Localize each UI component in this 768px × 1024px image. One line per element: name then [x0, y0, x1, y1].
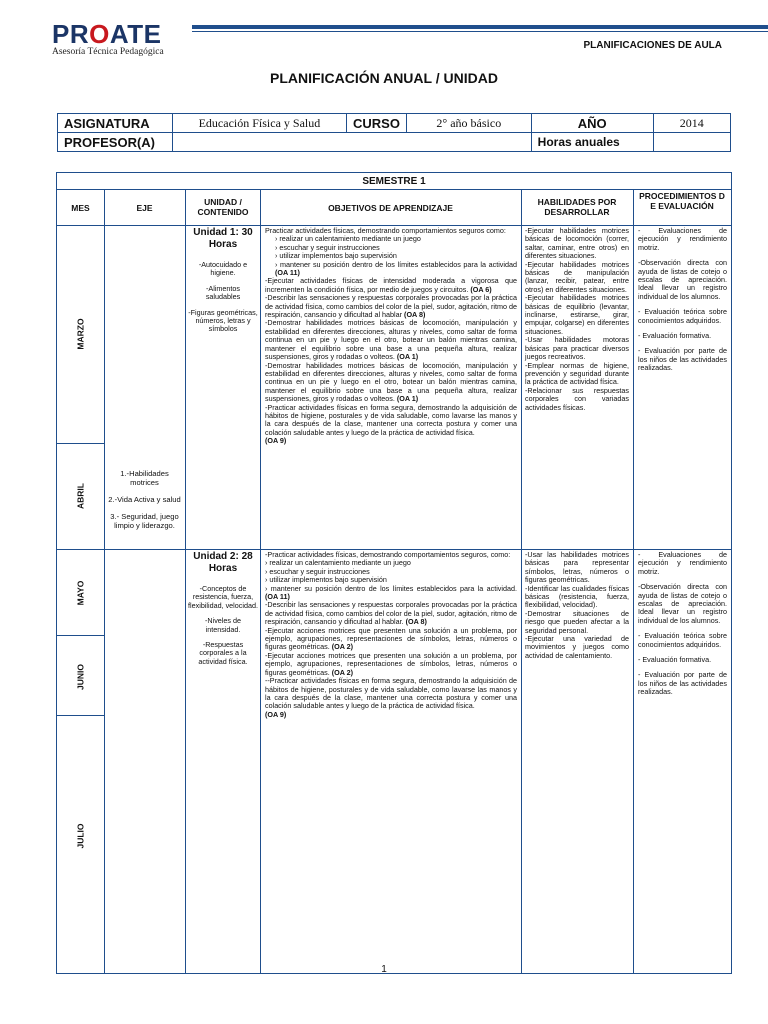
- objective-bullet: › escuchar y seguir instrucciones: [275, 242, 380, 252]
- oa-code: (OA 1): [396, 394, 419, 404]
- profesor-label: PROFESOR(A): [58, 133, 173, 152]
- grid-line: [57, 635, 104, 636]
- proate-logo: [52, 20, 182, 62]
- oa-code: (OA 1): [396, 352, 419, 362]
- unit1-objectives: [265, 227, 517, 446]
- objective-text: -Ejecutar actividades físicas de intensidad moderada a vigorosa que incrementen la condición física, por medio de juegos y circuitos.: [265, 276, 517, 294]
- evaluation-item: - Evaluación formativa.: [638, 655, 712, 665]
- col-header-eje: EJE: [136, 203, 153, 213]
- oa-code: (OA 9): [265, 709, 287, 719]
- unit1-content: [188, 227, 258, 341]
- skill-item: -Usar las habilidades motrices básicas para representar símbolos, letras, números o figuras geométricas.: [525, 550, 629, 585]
- eje-item: 2.-Vida Activa y salud: [108, 495, 181, 504]
- horas-label: Horas anuales: [531, 133, 653, 152]
- objective-text: -Describir las sensaciones y respuestas corporales provocadas por la práctica de actividad física, como cambios del color de la piel, sudor, agitación, ritmo de respiración, cansancio y dificultad al hablar: [265, 293, 517, 320]
- header-right-label: PLANIFICACIONES DE AULA: [583, 40, 722, 51]
- oa-code: (OA 6): [470, 284, 492, 294]
- month-abril: ABRIL: [75, 483, 86, 509]
- unit2-content-item: -Conceptos de resistencia, fuerza, flexibilidad, velocidad.: [188, 584, 258, 610]
- objective-bullet: › escuchar y seguir instrucciones: [265, 566, 370, 576]
- oa-code: (OA 8): [405, 617, 427, 627]
- objective-text: -Ejecutar acciones motrices que presenten una solución a un problema, por ejemplo, agrupaciones, representaciones de símbolos, letras, números o figuras geométricas.: [265, 650, 517, 677]
- page-title: PLANIFICACIÓN ANUAL / UNIDAD: [270, 70, 498, 86]
- col-header-objetivos: OBJETIVOS DE APRENDIZAJE: [328, 203, 453, 213]
- objective-bullet: › realizar un calentamiento mediante un juego: [265, 558, 411, 568]
- oa-code: (OA 11): [265, 592, 290, 602]
- evaluation-item: - Evaluación por parte de los niños de las actividades realizadas.: [638, 670, 727, 697]
- curso-value: 2° año básico: [406, 114, 531, 133]
- evaluation-item: -Observación directa con ayuda de listas de cotejo o escalas de apreciación. Ideal llevar un registro individual de los alumnos.: [638, 258, 727, 301]
- skill-item: -Ejecutar una variedad de movimientos y juegos como actividad de calentamiento.: [525, 634, 629, 660]
- unit2-title: Unidad 2: 28 Horas: [193, 551, 253, 574]
- month-marzo: MARZO: [75, 318, 86, 350]
- unit1-evaluation: [638, 227, 727, 380]
- skill-item: -Usar habilidades motoras básicas para practicar diversos juegos recreativos.: [525, 335, 629, 362]
- grid-line: [104, 189, 105, 974]
- profesor-value: [172, 133, 531, 152]
- skill-item: -Ejecutar habilidades motrices básicas de equilibrio (levantar, inclinarse, estirarse, girar, empujar, colgarse) en diferentes situaciones.: [525, 293, 629, 336]
- header-rule-thin: [192, 31, 768, 32]
- header-rule: [192, 25, 768, 29]
- objective-text: -Describir las sensaciones y respuestas corporales provocadas por la práctica de actividad física, como cambios del color de la piel, sudor, agitación, ritmo de respiración, cansancio y dificultad al hablar.: [265, 600, 517, 627]
- eje-item: 3.- Seguridad, juego limpio y liderazgo.: [110, 512, 179, 530]
- col-header-procedimiento: PROCEDIMIENTOS DE EVALUACIÓN: [639, 191, 725, 211]
- unit1-content-item: -Autocuidado e higiene.: [198, 260, 248, 278]
- anio-label: AÑO: [531, 114, 653, 133]
- asignatura-value: Educación Física y Salud: [172, 114, 346, 133]
- oa-code: (OA 8): [404, 310, 426, 320]
- col-header-unidad: UNIDAD / CONTENIDO: [197, 197, 249, 217]
- skill-item: -Demostrar situaciones de riesgo que pueden afectar a la seguridad personal.: [525, 608, 629, 635]
- logo-subtitle: Asesoría Técnica Pedagógica: [52, 47, 164, 57]
- evaluation-item: - Evaluación teórica sobre conocimientos adquiridos.: [638, 631, 727, 649]
- skill-item: -Identificar las cualidades físicas básicas (resistencia, fuerza, flexibilidad, velocidad).: [525, 583, 629, 610]
- col-header-habilidades: HABILIDADES POR DESARROLLAR: [537, 197, 617, 217]
- grid-line: [633, 189, 634, 974]
- unit1-skills: [525, 227, 629, 412]
- oa-code: (OA 11): [275, 268, 300, 278]
- objective-text: Practicar actividades físicas, demostrando comportamientos seguros como:: [265, 226, 506, 235]
- grid-line: [521, 189, 522, 974]
- objective-text: -Practicar actividades físicas, demostrando comportamientos seguros, como:: [265, 550, 511, 559]
- unit2-evaluation: [638, 551, 727, 704]
- evaluation-item: - Evaluaciones de ejecución y rendimiento motriz.: [638, 226, 727, 252]
- oa-code: (OA 9): [265, 436, 287, 446]
- oa-code: (OA 2): [331, 667, 354, 677]
- evaluation-item: - Evaluación por parte de los niños de las actividades realizadas.: [638, 346, 727, 373]
- objective-text: -Demostrar habilidades motrices básicas de locomoción, manipulación y estabilidad en diferentes direcciones, alturas y niveles, como saltar de forma continua en un pie y luego en el otro, botear un balón mientras camina, mantener el equilibrio sobre una base a una pequeña altura, realizar suspensiones, giros y rodadas o volteos.: [265, 318, 517, 362]
- objective-bullet: › mantener su posición dentro de los límites establecidos para la actividad.: [265, 583, 517, 593]
- unit1-title: Unidad 1: 30 Horas: [193, 227, 253, 250]
- grid-line: [57, 715, 104, 716]
- skill-item: -Ejecutar habilidades motrices básicas de manipulación (lanzar, recibir, patear, entre otros) en diferentes situaciones.: [525, 259, 629, 294]
- unit2-objectives: [265, 551, 517, 719]
- unit1-content-item: -Figuras geométricas, números, letras y símbolos: [188, 307, 258, 334]
- evaluation-item: - Evaluación formativa.: [638, 331, 712, 341]
- oa-code: (OA 2): [331, 642, 354, 652]
- logo-text: PROATE: [52, 19, 162, 49]
- eje-list: [107, 469, 182, 538]
- grid-line: [57, 189, 731, 190]
- month-junio: JUNIO: [75, 664, 86, 690]
- skill-item: -Ejecutar habilidades motrices básicas de locomoción (correr, saltar, caminar, entre otros) en diferentes situaciones.: [525, 226, 629, 261]
- eje-item: 1.-Habilidades motrices: [120, 469, 169, 487]
- objective-text: -Demostrar habilidades motrices básicas de locomoción, manipulación y estabilidad en diferentes direcciones, alturas y niveles, como saltar de forma continua en un pie y luego en el otro, botear un balón mientras camina, mantener el equilibrio sobre una base a una pequeña altura, realizar suspensiones, giros y rodadas o volteos.: [265, 360, 517, 404]
- unit2-content: [188, 551, 258, 673]
- unit2-content-item: -Niveles de intensidad.: [205, 616, 241, 634]
- unit1-content-item: -Alimentos saludables: [205, 283, 241, 302]
- curso-label: CURSO: [347, 114, 407, 133]
- evaluation-item: - Evaluación teórica sobre conocimientos adquiridos.: [638, 307, 727, 325]
- objective-bullet: › utilizar implementos bajo supervisión: [265, 575, 387, 585]
- objective-bullet: › realizar un calentamiento mediante un juego: [275, 234, 421, 244]
- semester-table: [56, 172, 732, 974]
- evaluation-item: -Observación directa con ayuda de listas de cotejo o escalas de apreciación. Ideal llevar un registro individual de los alumnos.: [638, 582, 727, 625]
- asignatura-label: ASIGNATURA: [58, 114, 173, 133]
- objective-text: -Practicar actividades físicas en forma segura, demostrando la adquisición de hábitos de higiene, posturales y de vida saludable, como lavarse las manos y la cara después de la clase, mantener una correcta postura y comer una colación saludable antes y luego de la práctica de actividad física.: [265, 402, 517, 437]
- unit2-skills: [525, 551, 629, 660]
- objective-text: -Ejecutar acciones motrices que presenten una solución a un problema, por ejemplo, agrupaciones, representaciones de símbolos, letras, números o figuras geométricas.: [265, 625, 517, 652]
- semester-title: SEMESTRE 1: [362, 176, 426, 187]
- evaluation-item: - Evaluaciones de ejecución y rendimiento motriz.: [638, 550, 727, 576]
- grid-line: [185, 189, 186, 974]
- month-julio: JULIO: [75, 823, 86, 849]
- month-mayo: MAYO: [75, 580, 86, 606]
- objective-bullet: › utilizar implementos bajo supervisión: [275, 251, 397, 261]
- skill-item: -Relacionar sus respuestas corporales con variadas actividades físicas.: [525, 385, 629, 412]
- page-number: 1: [381, 964, 387, 975]
- info-table: [57, 113, 731, 152]
- grid-line: [57, 443, 104, 444]
- anio-value: 2014: [653, 114, 730, 133]
- horas-value: [653, 133, 730, 152]
- objective-text: --Practicar actividades físicas en forma segura, demostrando la adquisición de hábitos de higiene, posturales y de vida saludable, como lavarse las manos y la cara después de la clase, mantener una correcta postura y comer una colación saludable antes y luego de la práctica de actividad física.: [265, 676, 517, 711]
- objective-bullet: › mantener su posición dentro de los límites establecidos para la actividad: [275, 259, 517, 269]
- col-header-mes: MES: [71, 203, 90, 213]
- grid-line: [260, 189, 261, 974]
- skill-item: -Emplear normas de higiene, prevención y seguridad durante la práctica de actividad física.: [525, 360, 629, 387]
- unit2-content-item: -Respuestas corporales a la actividad física.: [198, 640, 248, 666]
